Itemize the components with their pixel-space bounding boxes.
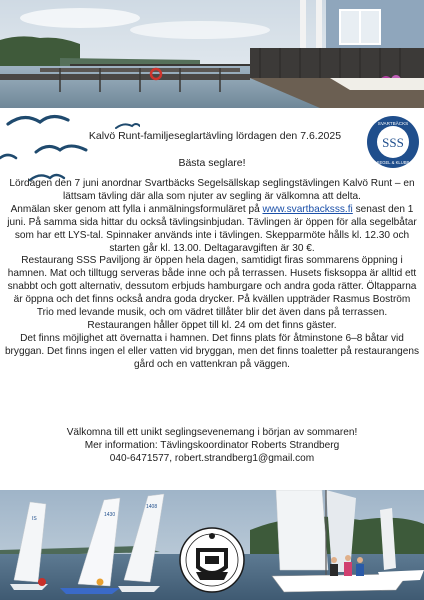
paragraph-registration — [4, 204, 420, 256]
more-info-line: Mer information: Tävlingskoordinator Roberts Strandberg — [84, 439, 340, 451]
club-emblem — [180, 528, 244, 592]
paragraph-restaurant: Restaurang SSS Paviljong är öppen hela dagen, samtidigt firas sommarens öppning i hamnen. Mat och tilltugg serveras både inne och på terrassen. Husets fisksoppa är alltid ett snabbt och gott alternativ, dessutom erbjuds hamburgare och andra goda rätter. Öltapparna är öppna och det finns också andra goda drycker. På kvällen uppträder Rasmus Boström Trio med levande musik, och om vädret tillåter blir det även dans på terrassen. Restaurangen håller öppet till kl. 24 om det finns gäster. — [7, 255, 417, 331]
logo-letters: SSS — [382, 135, 404, 150]
greeting: Bästa seglare! — [178, 157, 246, 169]
header-photo-marina — [0, 0, 424, 108]
registration-text-start: Anmälan sker genom att fylla i anmälningsformuläret på — [10, 203, 263, 215]
sail-number-1: IS — [32, 516, 37, 522]
logo-ring-bottom: SEGEL & KLUBB — [376, 160, 410, 165]
paragraph-overnight: Det finns möjlighet att övernatta i hamnen. Det finns plats för åtminstone 6–8 båtar vid bryggan. Det finns ingen el eller vatten vid bryggan, men det finns toaletter på restaurangens gård och en vattenkran på väggen. — [4, 332, 420, 370]
sail-number-2: 1430 — [104, 512, 116, 518]
footer-photo-sailboats — [0, 490, 424, 600]
registration-text-end: senast den 1 juni. På samma sida hittar du också tävlingsinbjudan. Tävlingen är öppen för alla segelbåtar som har ett LYS-tal. Spinnaker används inte i tävlingen. Skepparmöte hålls kl. 12.30 och starten går kl. 13.00. Deltagaravgiften är 30 €. — [7, 203, 417, 254]
sail-number-3: 1408 — [146, 504, 158, 510]
seagulls-decoration — [0, 108, 140, 188]
website-link[interactable]: www.svartbacksss.fi — [262, 203, 353, 215]
paragraph-intro: Lördagen den 7 juni anordnar Svartbäcks Segelsällskap seglingstävlingen Kalvö Runt – en lättsam tävling där alla som njuter av segling är välkomna att delta. — [9, 178, 415, 202]
welcome-line: Välkomna till ett unikt seglingsevenemang i början av sommaren! — [66, 427, 358, 438]
logo-ring-top: SVARTBÄCKS — [377, 121, 409, 126]
contact-line: 040-6471577, robert.strandberg1@gmail.com — [109, 452, 315, 464]
event-description — [4, 178, 420, 372]
closing-section — [0, 427, 424, 466]
event-headline: Kalvö Runt-familjeseglartävling lördagen den 7.6.2025 — [88, 130, 342, 142]
